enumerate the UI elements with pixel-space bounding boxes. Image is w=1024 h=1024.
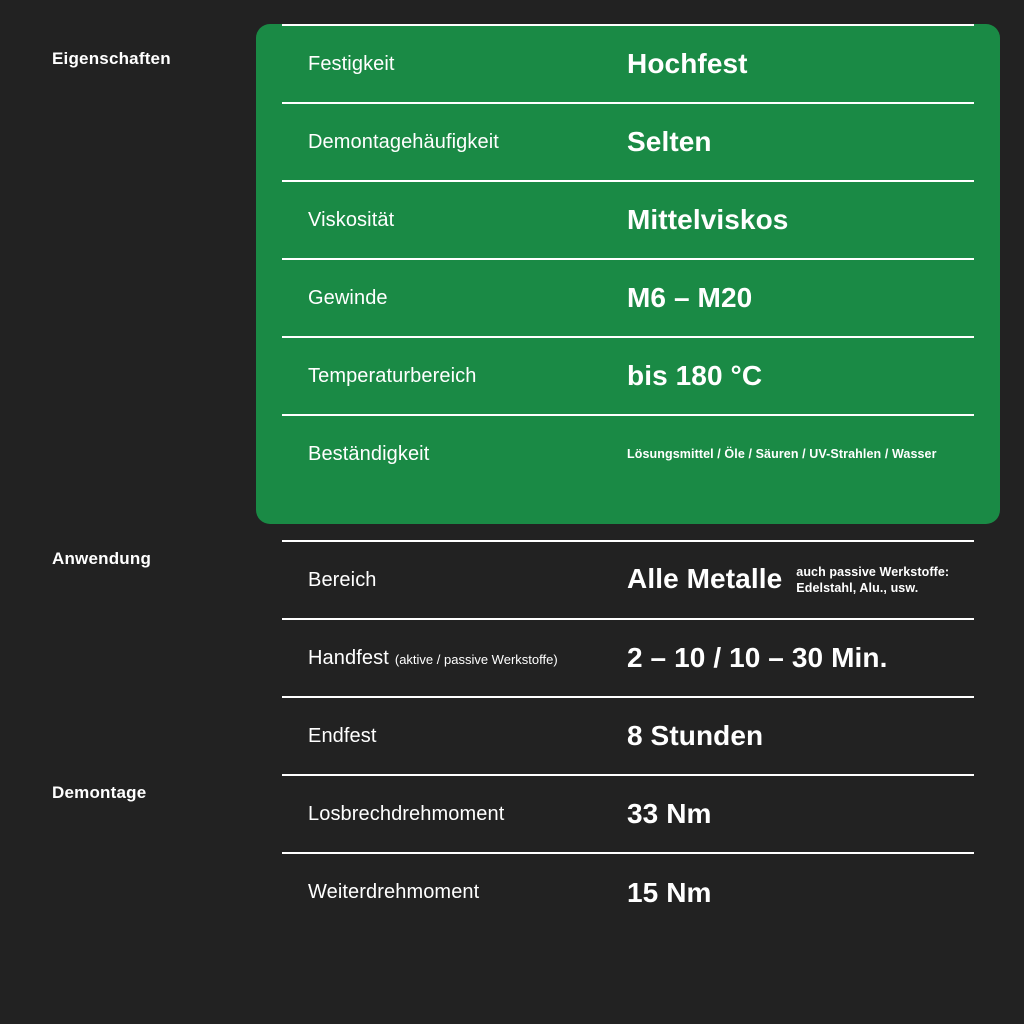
row-value: 2 – 10 / 10 – 30 Min. xyxy=(627,619,974,697)
table-row xyxy=(282,25,974,103)
table-row xyxy=(282,415,974,493)
section-label-properties: Eigenschaften xyxy=(52,49,171,68)
row-key: Temperaturbereich xyxy=(282,337,627,415)
row-key: Gewinde xyxy=(282,259,627,337)
row-key: Festigkeit xyxy=(282,25,627,103)
row-value: 15 Nm xyxy=(627,853,974,931)
table-row xyxy=(282,181,974,259)
properties-table xyxy=(282,24,974,493)
table-row xyxy=(282,697,974,775)
row-key: Beständigkeit xyxy=(282,415,627,493)
row-key-label: Handfest xyxy=(308,646,389,669)
row-key: Endfest xyxy=(282,697,627,775)
row-value: M6 – M20 xyxy=(627,259,974,337)
row-key: Losbrechdrehmoment xyxy=(282,775,627,853)
row-value: 33 Nm xyxy=(627,775,974,853)
row-value: 8 Stunden xyxy=(627,697,974,775)
properties-card xyxy=(256,24,1000,524)
row-key-note: (aktive / passive Werkstoffe) xyxy=(394,651,558,667)
row-key: Viskosität xyxy=(282,181,627,259)
row-value: Hochfest xyxy=(627,25,974,103)
row-value: Lösungsmittel / Öle / Säuren / UV-Strahlen / Wasser xyxy=(627,415,974,493)
section-label-disassembly: Demontage xyxy=(52,783,147,802)
application-disassembly-table-wrap xyxy=(256,540,1000,931)
table-row xyxy=(282,541,974,619)
row-value-label: Alle Metalle xyxy=(627,563,783,595)
application-disassembly-table xyxy=(282,540,974,931)
table-row xyxy=(282,853,974,931)
table-row xyxy=(282,103,974,181)
row-value: Selten xyxy=(627,103,974,181)
table-row xyxy=(282,259,974,337)
row-key: Weiterdrehmoment xyxy=(282,853,627,931)
section-label-application: Anwendung xyxy=(52,549,152,568)
table-row xyxy=(282,619,974,697)
row-value: Mittelviskos xyxy=(627,181,974,259)
row-key xyxy=(282,619,627,697)
row-key-label: Bereich xyxy=(308,568,377,591)
row-value-note: auch passive Werkstoffe: Edelstahl, Alu., usw. xyxy=(796,565,950,595)
table-row xyxy=(282,775,974,853)
table-row xyxy=(282,337,974,415)
row-key: Demontagehäufigkeit xyxy=(282,103,627,181)
row-value xyxy=(627,541,974,619)
row-key xyxy=(282,541,627,619)
row-value: bis 180 °C xyxy=(627,337,974,415)
